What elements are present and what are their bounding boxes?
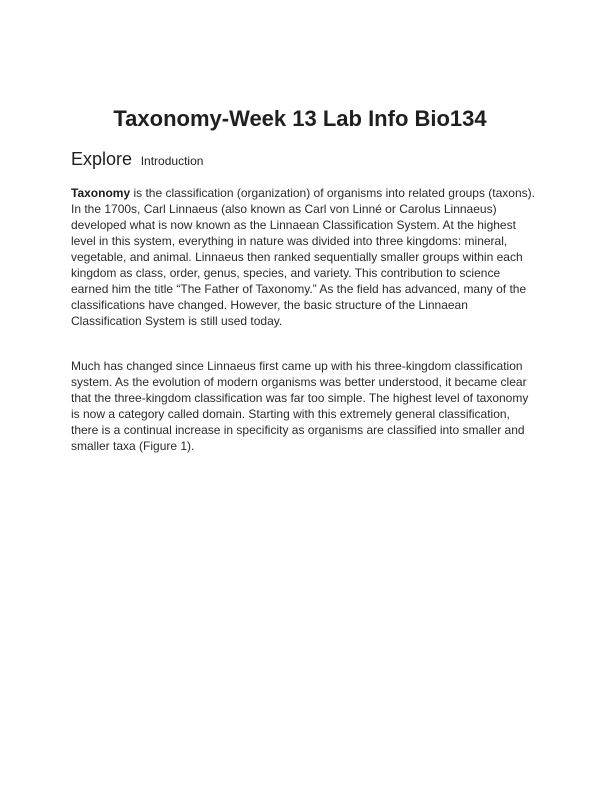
paragraph-line: is now a category called domain. Starting with this extremely general classification, — [71, 407, 510, 421]
paragraph-line: earned him the title “The Father of Taxonomy.” As the field has advanced, many of the — [71, 282, 527, 296]
paragraph-line: In the 1700s, Carl Linnaeus (also known as Carl von Linné or Carolus Linnaeus) — [71, 202, 497, 216]
paragraph-line: that the three-kingdom classification was far too simple. The highest level of taxonomy — [71, 391, 529, 405]
paragraph-line: vegetable, and animal. Linnaeus then ranked sequentially smaller groups within each — [71, 250, 523, 264]
paragraph-line: Classification System is still used today. — [71, 314, 283, 328]
paragraph-line: kingdom as class, order, genus, species, and variety. This contribution to science — [71, 266, 501, 280]
paragraph-line — [71, 185, 535, 201]
paragraph-modern-taxonomy — [71, 358, 531, 454]
section-heading-explore: Explore — [71, 149, 133, 169]
section-subheading-introduction: Introduction — [140, 154, 204, 168]
paragraph-line: level in this system, everything in nature was divided into three kingdoms: mineral, — [71, 234, 508, 248]
paragraph-line: there is a continual increase in specificity as organisms are classified into smaller and — [71, 423, 525, 437]
paragraph-line: developed what is now known as the Linnaean Classification System. At the highest — [71, 218, 516, 232]
document-title: Taxonomy-Week 13 Lab Info Bio134 — [113, 106, 487, 131]
bold-term-taxonomy: Taxonomy — [71, 186, 131, 200]
paragraph-taxonomy-definition — [71, 185, 535, 329]
paragraph-line: Much has changed since Linnaeus first came up with his three-kingdom classification — [71, 359, 523, 373]
paragraph-line: system. As the evolution of modern organisms was better understood, it became clear — [71, 375, 527, 389]
paragraph-line: smaller taxa (Figure 1). — [71, 439, 195, 453]
paragraph-line: classifications have changed. However, the basic structure of the Linnaean — [71, 298, 468, 312]
paragraph-line-text: is the classification (organization) of organisms into related groups (taxons). — [130, 186, 535, 200]
section-heading — [71, 146, 203, 173]
